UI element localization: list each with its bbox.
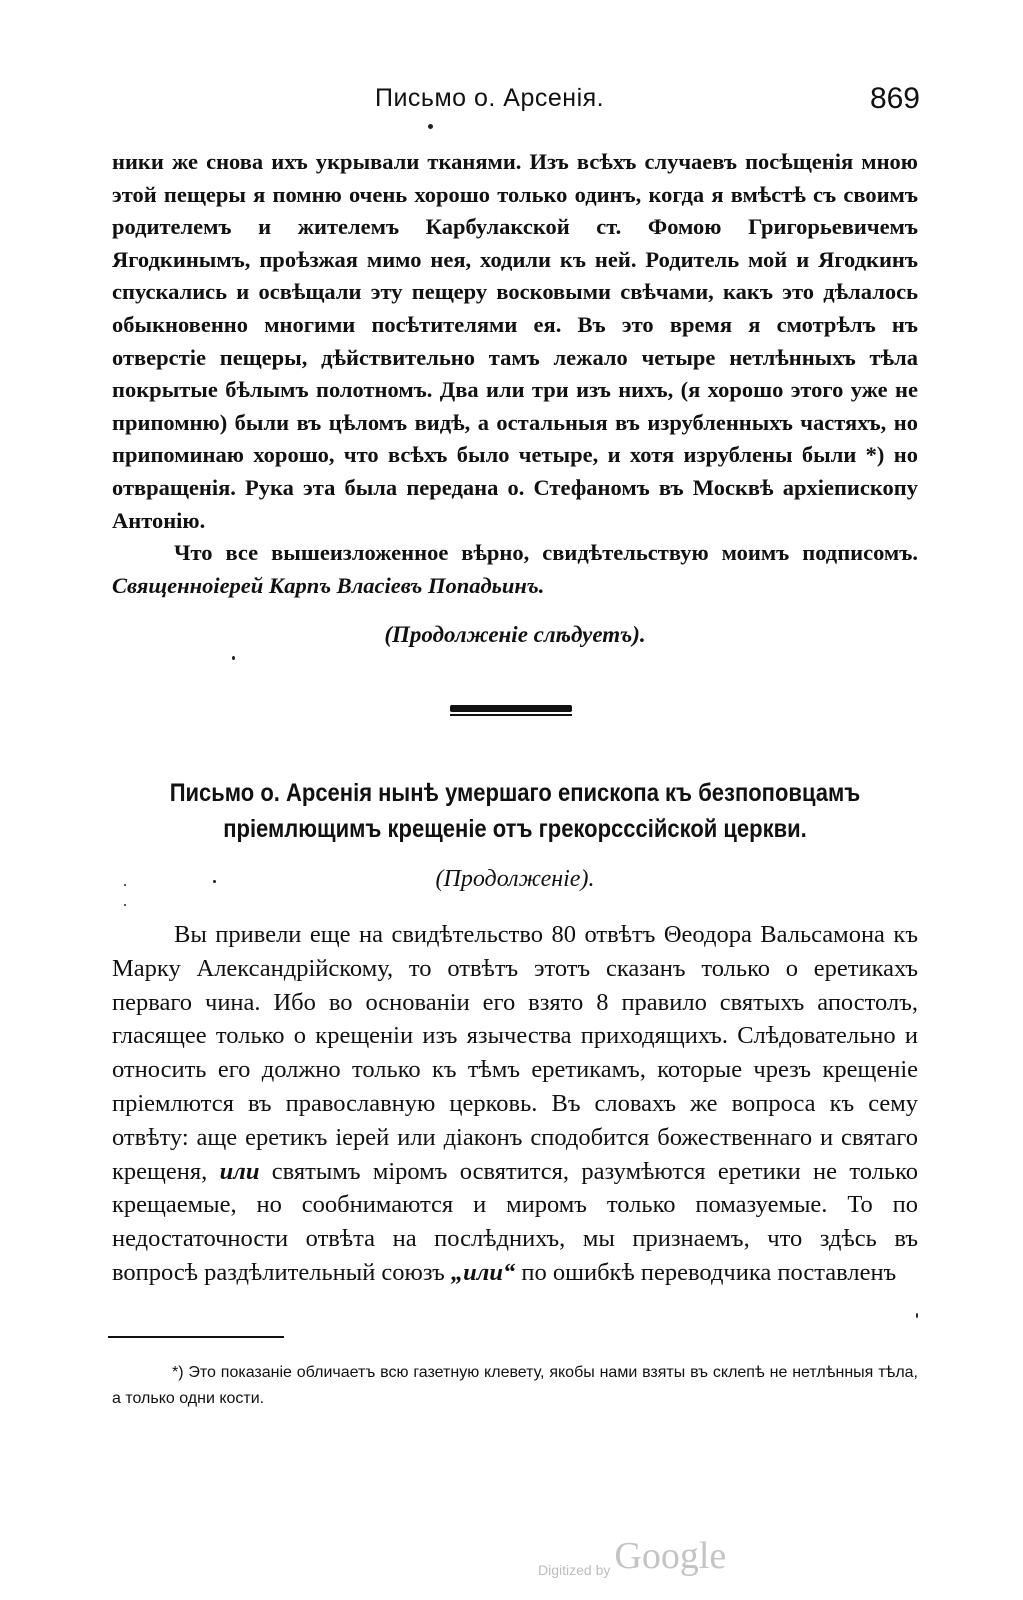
emphasis: или [219,1157,260,1185]
speck [916,1313,918,1318]
footnote-rule [108,1336,284,1338]
attestation-paragraph [112,537,918,602]
speck [232,656,235,660]
main-text [112,918,918,1290]
running-title: Письмо о. Арсенія. [375,84,605,112]
section-title-line-1: Письмо о. Арсенія нынѣ умершаго епископа къ безпоповцамъ [169,779,861,807]
watermark-caption: Digitized by [538,1562,611,1578]
page-header [110,84,920,124]
paragraph: ники же снова ихъ укрывали тканями. Изъ всѣхъ случаевъ посѣщенія мною этой пещеры я помню очень хорошо только одинъ, когда я вмѣстѣ съ своимъ родителемъ и жителемъ Карбулакской ст. Фомою Григорьевичемъ Ягодкинымъ, проѣзжая мимо нея, ходили къ ней. Родитель мой и Ягодкинъ спускались и освѣщали эту пещеру восковыми свѣчами, какъ это дѣлалось обыкновенно многими посѣтителями ея. Въ это время я смотрѣлъ нъ отверстіе пещеры, дѣйствительно тамъ лежало четыре нетлѣнныхъ тѣла покрытые бѣлымъ полотномъ. Два или три изъ нихъ, (я хорошо этого уже не припомню) были въ цѣломъ видѣ, а остальныя въ изрубленныхъ частяхъ, но припоминаю хорошо, что всѣхъ было четыре, и хотя изрублены были *) но отвращенія. Рука эта была передана о. Стефаномъ въ Москвѣ архіепископу Антонію. [112,149,918,533]
speck [124,884,126,886]
paragraph [112,918,918,1290]
letter-conclusion [112,146,918,602]
emphasis: „или“ [450,1258,516,1286]
footnote-text: *) Это показаніе обличаетъ всю газетную клевету, якобы нами взяты въ склепѣ не нетлѣнныя тѣла, а только одни кости. [112,1364,918,1407]
speck [124,904,126,906]
text-run: святымъ міромъ освятится, разумѣются еретики не только крещаемые, но сообнимаются и миромъ только помазуемые. То по недостаточности отвѣта на послѣднихъ, мы признаемъ, что здѣсь въ вопросѣ раздѣлительный союзъ [112,1157,918,1286]
page-number: 869 [869,82,920,115]
signature: Священноіерей Карпъ Власіевъ Попадьинъ. [112,572,545,598]
speck [213,880,216,883]
section-title [160,775,869,847]
attestation-text: Что все вышеизложенное вѣрно, свидѣтельствую моимъ подписомъ. [174,540,918,566]
text-run: по ошибкѣ переводчика поставленъ [521,1258,897,1286]
text-run: Вы привели еще на свидѣтельство 80 отвѣтъ Θеодора Вальсамона къ Марку Александрійскому, то отвѣтъ этотъ сказанъ только о еретикахъ перваго чина. Ибо во основаніи его взято 8 правило святыхъ апостолъ, гласящее только о крещеніи изъ язычества приходящихъ. Слѣдовательно и относить его должно только къ тѣмъ еретикамъ, которые чрезъ крещеніе пріемлются въ православную церковь. Въ словахъ же вопроса къ сему отвѣту: аще еретикъ іерей или діаконъ сподобится божественнаго и святаго крещеня, [112,921,918,1185]
section-title-line-2: пріемлющимъ крещеніе отъ грекорсссійской церкви. [223,815,807,843]
digitization-watermark [538,1534,727,1578]
section-divider [450,705,572,712]
continuation-note: (Продолженіе слѣдуетъ). [384,622,646,647]
footnote [112,1360,918,1412]
section-continuation-label: (Продолженіе). [435,866,595,892]
google-logo: Google [614,1535,727,1577]
speck [428,124,433,129]
